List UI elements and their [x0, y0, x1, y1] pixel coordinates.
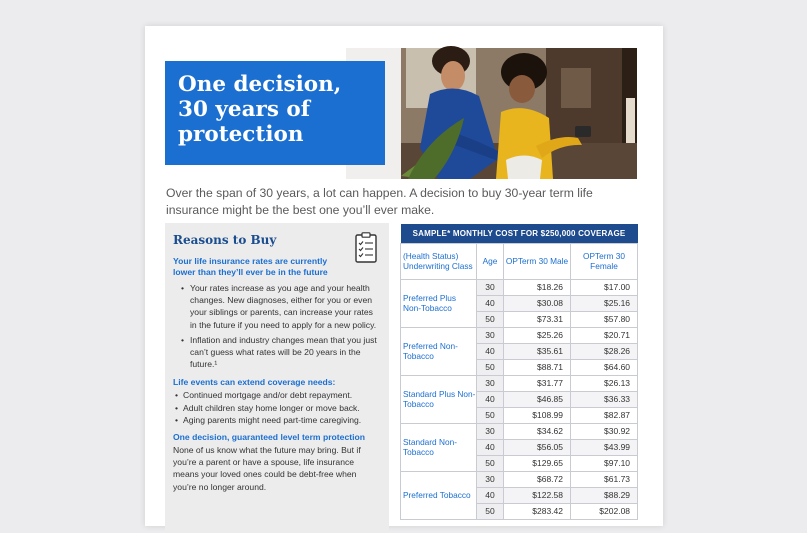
table-row [401, 471, 638, 487]
male-cost-cell: $31.77 [504, 375, 571, 391]
reasons-heading: Reasons to Buy [173, 233, 277, 247]
female-cost-cell: $30.92 [571, 423, 638, 439]
age-cell: 30 [477, 279, 504, 295]
list-item: • Continued mortgage and/or debt repayment. [173, 389, 381, 401]
headline [178, 72, 385, 147]
level-term-subheading: One decision, guaranteed level term protection [173, 432, 365, 443]
table-body [401, 279, 638, 519]
column-header-class: (Health Status) Underwriting Class [401, 243, 477, 279]
age-cell: 40 [477, 487, 504, 503]
underwriting-class: Standard Plus Non-Tobacco [401, 375, 477, 423]
female-cost-cell: $61.73 [571, 471, 638, 487]
female-cost-cell: $36.33 [571, 391, 638, 407]
couple-photo-illustration [346, 48, 637, 179]
headline-line-2: 30 years of [178, 97, 311, 122]
life-events-bullet-list [173, 389, 381, 426]
female-cost-cell: $17.00 [571, 279, 638, 295]
male-cost-cell: $108.99 [504, 407, 571, 423]
male-cost-cell: $30.08 [504, 295, 571, 311]
female-cost-cell: $88.29 [571, 487, 638, 503]
female-cost-cell: $57.80 [571, 311, 638, 327]
level-term-text: None of us know what the future may bring. But if you’re a parent or have a spouse, life insurance means your loved ones could be debt-free when you’re no longer around. [173, 445, 361, 492]
female-cost-cell: $26.13 [571, 375, 638, 391]
male-cost-cell: $283.42 [504, 503, 571, 519]
age-cell: 50 [477, 407, 504, 423]
underwriting-class: Preferred Tobacco [401, 471, 477, 519]
male-cost-cell: $68.72 [504, 471, 571, 487]
age-cell: 30 [477, 471, 504, 487]
headline-box [165, 61, 385, 165]
age-cell: 40 [477, 295, 504, 311]
underwriting-class: Preferred Plus Non-Tobacco [401, 279, 477, 327]
column-header-male: OPTerm 30 Male [504, 243, 571, 279]
underwriting-class: Standard Non-Tobacco [401, 423, 477, 471]
table-row [401, 423, 638, 439]
female-cost-cell: $97.10 [571, 455, 638, 471]
female-cost-cell: $64.60 [571, 359, 638, 375]
age-cell: 50 [477, 359, 504, 375]
male-cost-cell: $34.62 [504, 423, 571, 439]
male-cost-cell: $46.85 [504, 391, 571, 407]
age-cell: 30 [477, 375, 504, 391]
table-row [401, 375, 638, 391]
male-cost-cell: $35.61 [504, 343, 571, 359]
couple-photo [346, 48, 637, 179]
rates-bullet-list [173, 282, 381, 370]
female-cost-cell: $82.87 [571, 407, 638, 423]
female-cost-cell: $25.16 [571, 295, 638, 311]
life-events-subheading: Life events can extend coverage needs: [173, 377, 336, 388]
brochure-page [145, 26, 663, 526]
headline-line-1: One decision, [178, 72, 342, 97]
list-item: • Adult children stay home longer or move back. [173, 402, 381, 414]
list-item: • Inflation and industry changes mean that you just can’t guess what rates will be 20 years in the future.¹ [173, 334, 381, 371]
clipboard-checklist-icon [355, 232, 377, 263]
age-cell: 50 [477, 455, 504, 471]
headline-line-3: protection [178, 122, 304, 147]
table-row [401, 327, 638, 343]
female-cost-cell: $28.26 [571, 343, 638, 359]
male-cost-cell: $56.05 [504, 439, 571, 455]
intro-text: Over the span of 30 years, a lot can happen. A decision to buy 30-year term life insurance might be the best one you’ll ever make. [166, 186, 593, 217]
male-cost-cell: $122.58 [504, 487, 571, 503]
list-item: • Your rates increase as you age and your health changes. New diagnoses, either for you or even your siblings or parents, can increase your rates in the future if you need to apply for a new policy. [173, 282, 381, 331]
rates-subheading: Your life insurance rates are currently lower than they’ll ever be in the future [173, 256, 328, 277]
age-cell: 40 [477, 439, 504, 455]
male-cost-cell: $129.65 [504, 455, 571, 471]
male-cost-cell: $88.71 [504, 359, 571, 375]
age-cell: 30 [477, 327, 504, 343]
age-cell: 50 [477, 311, 504, 327]
list-item: • Aging parents might need part-time caregiving. [173, 414, 381, 426]
column-header-female: OPTerm 30 Female [571, 243, 638, 279]
male-cost-cell: $25.26 [504, 327, 571, 343]
table-title: SAMPLE* MONTHLY COST FOR $250,000 COVERAGE [401, 224, 638, 243]
age-cell: 30 [477, 423, 504, 439]
female-cost-cell: $20.71 [571, 327, 638, 343]
male-cost-cell: $18.26 [504, 279, 571, 295]
age-cell: 40 [477, 343, 504, 359]
sample-cost-table [400, 224, 638, 520]
column-header-age: Age [477, 243, 504, 279]
age-cell: 50 [477, 503, 504, 519]
female-cost-cell: $202.08 [571, 503, 638, 519]
reasons-panel [165, 223, 389, 533]
age-cell: 40 [477, 391, 504, 407]
male-cost-cell: $73.31 [504, 311, 571, 327]
table-row [401, 279, 638, 295]
female-cost-cell: $43.99 [571, 439, 638, 455]
underwriting-class: Preferred Non-Tobacco [401, 327, 477, 375]
